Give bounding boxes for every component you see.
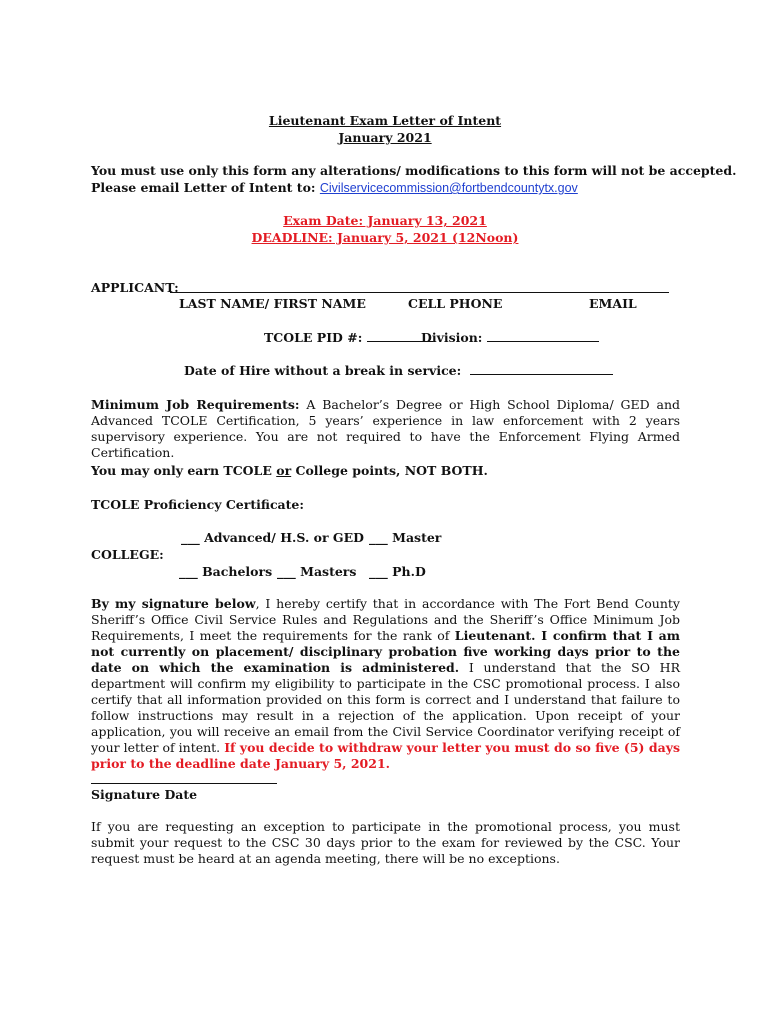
deadline: DEADLINE: January 5, 2021 (12Noon) (251, 230, 519, 245)
option-phd[interactable] (369, 564, 426, 579)
page-subtitle-date: January 2021 (338, 130, 432, 145)
tcole-pid-row (264, 330, 433, 345)
option-masters[interactable] (277, 564, 356, 579)
option-label: Masters (295, 564, 357, 579)
option-blank[interactable]: ___ (277, 564, 296, 579)
option-label: Ph.D (387, 564, 426, 579)
withdraw-notice: If you decide to withdraw your letter you must do so five (5) days prior to the (91, 740, 680, 771)
certify-text-1: , I hereby certify that in accordance with The Fort Bend County Sheriff’s Office Civil Service Rules and Regulations and the Sheriff’s Office Minimum Job Requirements, I meet the requirements for the rank of (91, 596, 680, 643)
withdraw-deadline: deadline date January 5, 2021. (175, 756, 390, 771)
certify-probation: I confirm that I am not currently on placement/ disciplinary probation five working days prior to the date on which the examination is administered. (91, 628, 681, 675)
option-advanced-hs-ged[interactable] (181, 530, 364, 545)
commission-email-link[interactable]: Civilservicecommission@fortbendcountytx.gov (319, 181, 578, 195)
points-rule-or: or (276, 463, 292, 478)
certification-paragraph (91, 596, 680, 772)
tcole-cert-label: TCOLE Proficiency Certificate: (91, 497, 304, 512)
option-blank[interactable]: ___ (179, 564, 198, 579)
notice-line: You must use only this form any alterations/ modifications to this form will not be accepted. (91, 163, 737, 178)
cell-phone-label: CELL PHONE (408, 296, 503, 311)
email-label: EMAIL (589, 296, 637, 311)
exception-paragraph: If you are requesting an exception to participate in the promotional process, you must submit your request to the CSC 30 days prior to the exam for reviewed by the CSC. Your request must be heard at an agenda meeting, there will be no exceptions. (91, 819, 680, 866)
division-label: Division: (421, 330, 487, 345)
points-rule-suffix: College points, NOT BOTH. (291, 463, 488, 478)
applicant-line[interactable] (170, 292, 669, 293)
requirements-heading: Minimum Job Requirements: (91, 397, 300, 412)
certify-rank: Lieutenant. (454, 628, 536, 643)
option-label: Master (387, 530, 442, 545)
hire-date-field[interactable] (470, 374, 613, 375)
certify-text-2: I understand that the SO HR department will confirm my eligibility to participate in the CSC promotional process. I also certify that all information provided on this form is correct and I understand that failure to follow instructions may result in a rejection of the application. Upon receipt of your application, you will receive an email from the Civil Service Coordinator verifying receipt of your letter of intent. (91, 660, 680, 755)
points-rule (91, 463, 488, 478)
applicant-label: APPLICANT: (91, 280, 179, 295)
option-label: Advanced/ H.S. or GED (199, 530, 364, 545)
signature-date-label: Signature Date (91, 787, 198, 802)
option-blank[interactable]: ___ (369, 530, 388, 545)
requirements-paragraph (91, 397, 680, 461)
option-blank[interactable]: ___ (369, 564, 388, 579)
signature-line[interactable] (91, 783, 277, 784)
email-instruction-label: Please email Letter of Intent to: (91, 180, 320, 195)
division-row (421, 330, 599, 345)
email-instruction (91, 180, 578, 195)
requirements-text: A Bachelor’s Degree or High School Diploma/ GED and Advanced TCOLE Certification, 5 years’ experience in law enforcement with 2 years supervisory experience. You are not required to have the Enforcement Flying Armed Certification. (91, 397, 680, 460)
certify-lead: By my signature below (91, 596, 256, 611)
option-bachelors[interactable] (179, 564, 272, 579)
option-blank[interactable]: ___ (181, 530, 200, 545)
last-first-name-label: LAST NAME/ FIRST NAME (179, 296, 366, 311)
college-label: COLLEGE: (91, 547, 164, 562)
points-rule-prefix: You may only earn TCOLE (91, 463, 277, 478)
option-label: Bachelors (197, 564, 273, 579)
exam-date: Exam Date: January 13, 2021 (283, 213, 487, 228)
page-title: Lieutenant Exam Letter of Intent (268, 113, 502, 128)
option-master[interactable] (369, 530, 441, 545)
hire-date-label: Date of Hire without a break in service: (184, 363, 462, 378)
hire-date-row (184, 363, 613, 378)
tcole-pid-label: TCOLE PID #: (264, 330, 367, 345)
division-field[interactable] (487, 341, 599, 342)
